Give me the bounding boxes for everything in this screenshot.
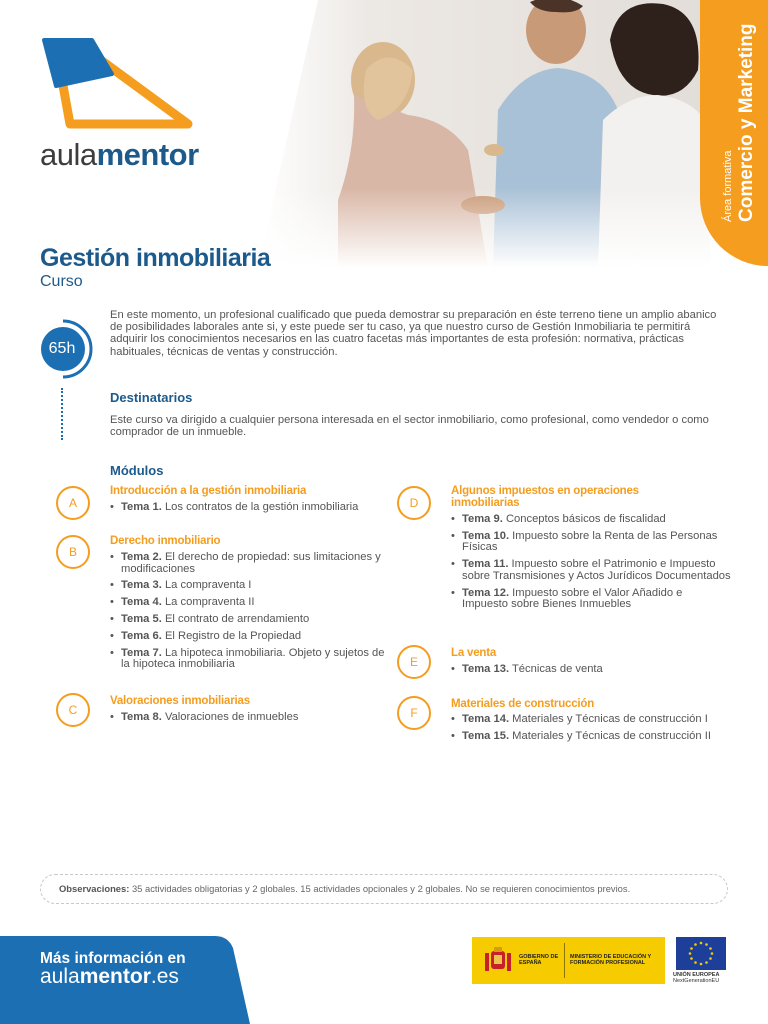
list-item (451, 531, 731, 554)
topic-text: Materiales y Técnicas de construcción I (512, 713, 708, 725)
topic-number: Tema 6. (121, 629, 162, 642)
topic-number: Tema 4. (121, 596, 162, 609)
topic-text: Impuesto sobre el Patrimonio e Impuesto sobre Transmisiones y Actos Jurídicos Documentados (462, 558, 731, 582)
topic-text: Conceptos básicos de fiscalidad (505, 513, 666, 525)
spain-coat-of-arms-icon (482, 945, 514, 977)
module-topics-e (451, 664, 731, 681)
module-title-b: Derecho inmobiliario (110, 535, 221, 547)
topic-text: La compraventa II (164, 596, 255, 609)
eu-line-2: NextGenerationEU (673, 978, 720, 985)
topic-number: Tema 15. (462, 729, 510, 742)
list-item (451, 514, 731, 526)
topic-text: Técnicas de venta (511, 663, 603, 675)
eu-label (673, 972, 733, 985)
logo-wordmark-bold: mentor (96, 137, 199, 172)
topic-text: El Registro de la Propiedad (164, 629, 302, 642)
observations-box (40, 874, 728, 904)
more-info-label: Más información en (40, 950, 186, 967)
module-topics-c (110, 712, 395, 729)
module-title-f: Materiales de construcción (451, 698, 595, 710)
list-item (451, 588, 731, 611)
topic-number: Tema 10. (462, 529, 510, 542)
list-item (451, 664, 731, 676)
destinatarios-heading: Destinatarios (110, 390, 193, 405)
destinatarios-text: Este curso va dirigido a cualquier persona interesada en el sector inmobiliario, como profesional, como vendedor o como comprador de un inmueble. (110, 414, 709, 439)
course-intro: En este momento, un profesional cualificado que pueda demostrar su preparación en éste terreno tiene un amplio abanico de posibilidades laborales ante si, y este puede ser tu caso, ya que nuestro curso de Gestión Inmobiliaria te permitirá adquirir los conocimientos necesarios en las cuatro facetas más importantes de esta profesión: normativa, prácticas habituales, técnicas de ventas y construcción. (110, 309, 717, 358)
topic-number: Tema 14. (462, 713, 510, 725)
topic-number: Tema 8. (121, 711, 162, 723)
module-letter-b: B (56, 535, 90, 569)
timeline-dots (61, 388, 63, 440)
topic-number: Tema 1. (121, 501, 162, 513)
course-hours: 65h (48, 340, 76, 357)
area-label: Área formativa (722, 150, 734, 222)
website-bold: mentor (79, 965, 151, 988)
list-item (451, 731, 736, 743)
logo-wordmark-light: aula (40, 137, 97, 172)
course-type: Curso (40, 273, 83, 290)
module-title-c: Valoraciones inmobiliarias (110, 695, 250, 707)
observations-text: 35 actividades obligatorias y 2 globales. 15 actividades opcionales y 2 globales. No se requieren conocimientos previos. (131, 883, 631, 894)
eu-line-1: UNIÓN EUROPEA (673, 972, 720, 978)
topic-text: Los contratos de la gestión inmobiliaria (164, 501, 359, 513)
topic-text: Impuesto sobre el Valor Añadido e Impuesto sobre Bienes Inmuebles (462, 586, 683, 611)
eu-flag-icon (676, 937, 726, 970)
topic-number: Tema 5. (121, 612, 162, 625)
module-topics-a (110, 502, 395, 519)
list-item (110, 597, 395, 609)
topic-number: Tema 11. (462, 558, 509, 571)
list-item (110, 580, 395, 592)
list-item (110, 614, 395, 626)
topic-number: Tema 13. (462, 663, 510, 675)
observations-label: Observaciones: (59, 883, 130, 894)
course-title: Gestión inmobiliaria (40, 244, 271, 272)
list-item (451, 559, 731, 582)
list-item (110, 631, 395, 643)
website-link[interactable] (40, 965, 179, 989)
list-item (110, 552, 395, 575)
modules-heading: Módulos (110, 463, 164, 478)
category-label: Comercio y Marketing (736, 23, 757, 222)
gov-separator (564, 943, 565, 978)
topic-text: Valoraciones de inmuebles (164, 711, 299, 723)
gov-right-text: MINISTERIO DE EDUCACIÓN Y FORMACIÓN PROFESIONAL (570, 954, 652, 967)
category-side-tab (700, 0, 768, 266)
module-title-d: Algunos impuestos en operaciones inmobiliarias (451, 485, 639, 509)
topic-number: Tema 2. (121, 551, 162, 563)
module-title-e: La venta (451, 647, 497, 659)
topic-text: La hipoteca inmobiliaria. Objeto y sujetos de la hipoteca inmobiliaria (121, 646, 385, 671)
module-letter-c: C (56, 693, 90, 727)
government-logo (472, 937, 665, 984)
logo-mark-icon (40, 36, 200, 136)
topic-text: La compraventa I (164, 579, 252, 592)
topic-number: Tema 12. (462, 586, 510, 599)
topic-text: Materiales y Técnicas de construcción II (512, 729, 711, 742)
header-photo (258, 0, 710, 268)
topic-text: El derecho de propiedad: sus limitaciones y modificaciones (121, 551, 381, 575)
module-letter-d: D (397, 486, 431, 520)
logo-wordmark (40, 137, 199, 173)
website-tld: .es (150, 965, 179, 988)
list-item (451, 714, 736, 726)
topic-text: El contrato de arrendamiento (164, 612, 310, 625)
website-light: aula (40, 965, 80, 988)
module-letter-f: F (397, 696, 431, 730)
topic-text: Impuesto sobre la Renta de las Personas Físicas (462, 529, 718, 554)
list-item (110, 502, 395, 514)
topic-number: Tema 3. (121, 579, 162, 592)
list-item (110, 712, 395, 724)
module-title-a: Introducción a la gestión inmobiliaria (110, 485, 307, 497)
gov-left-text: GOBIERNO DE ESPAÑA (519, 954, 559, 967)
topic-number: Tema 7. (121, 646, 162, 659)
topic-number: Tema 9. (462, 513, 503, 525)
list-item (110, 648, 395, 671)
module-topics-b (110, 552, 395, 676)
aulamentor-logo[interactable] (40, 36, 205, 172)
module-letter-a: A (56, 486, 90, 520)
module-topics-f (451, 714, 736, 748)
module-letter-e: E (397, 645, 431, 679)
module-topics-d (451, 514, 731, 616)
